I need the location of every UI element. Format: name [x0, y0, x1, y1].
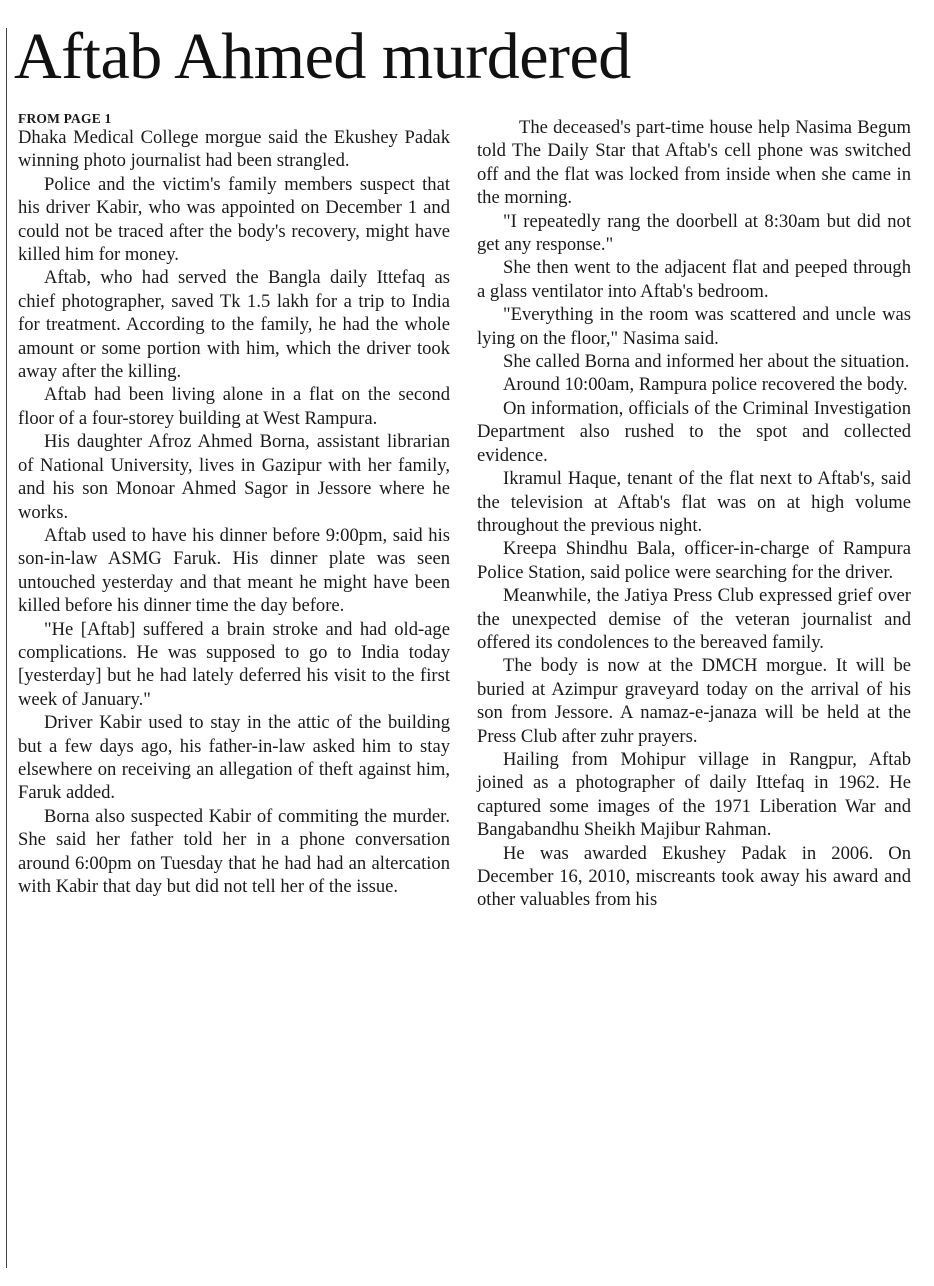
paragraph: Driver Kabir used to stay in the attic of the building but a few days ago, his father-in-law asked him to stay elsewhere on receiving an allegation of theft against him, Faruk added. — [18, 712, 450, 804]
left-column-rule — [6, 28, 7, 1268]
paragraph: On information, officials of the Criminal Investigation Department also rushed to the spot and collected evidence. — [477, 397, 911, 466]
paragraph: The deceased's part-time house help Nasima Begum told The Daily Star that Aftab's cell phone was switched off and the flat was locked from inside when she came in the morning. — [477, 117, 911, 209]
paragraph: "Everything in the room was scattered and uncle was lying on the floor," Nasima said. — [477, 304, 911, 349]
headline: Aftab Ahmed murdered — [14, 20, 631, 93]
paragraph: The body is now at the DMCH morgue. It will be buried at Azimpur graveyard today on the arrival of his son from Jessore. A namaz-e-janaza will be held at the Press Club after zuhr prayers. — [477, 655, 911, 747]
right-column — [477, 112, 911, 912]
paragraph: He was awarded Ekushey Padak in 2006. On December 16, 2010, miscreants took away his award and other valuables from his — [477, 842, 911, 911]
paragraph: His daughter Afroz Ahmed Borna, assistant librarian of National University, lives in Gazipur with her family, and his son Monoar Ahmed Sagor in Jessore where he works. — [18, 431, 450, 523]
from-page-kicker: FROM PAGE 1 — [18, 111, 112, 126]
paragraph: "He [Aftab] suffered a brain stroke and had old-age complications. He was supposed to go to India today [yesterday] but he had lately deferred his visit to the first week of January." — [18, 618, 450, 710]
paragraph: "I repeatedly rang the doorbell at 8:30am but did not get any response." — [477, 210, 911, 256]
paragraph: Ikramul Haque, tenant of the flat next to Aftab's, said the television at Aftab's flat was on at high volume throughout the previous night. — [477, 468, 911, 536]
paragraph: Aftab had been living alone in a flat on the second floor of a four-storey building at West Rampura. — [18, 384, 450, 429]
paragraph: Aftab used to have his dinner before 9:00pm, said his son-in-law ASMG Faruk. His dinner plate was seen untouched yesterday and that meant he might have been killed before his dinner time the day before. — [18, 524, 450, 617]
column-divider — [464, 112, 465, 1282]
paragraph: Dhaka Medical College morgue said the Ekushey Padak winning photo journalist had been strangled. — [18, 127, 450, 172]
paragraph: She called Borna and informed her about the situation. — [503, 351, 910, 373]
paragraph: Around 10:00am, Rampura police recovered the body. — [503, 374, 908, 396]
left-column — [18, 112, 450, 898]
paragraph: Kreepa Shindhu Bala, officer-in-charge of Rampura Police Station, said police were searching for the driver. — [477, 538, 911, 583]
paragraph: Police and the victim's family members suspect that his driver Kabir, who was appointed on December 1 and could not be traced after the body's recovery, might have killed him for money. — [18, 173, 450, 266]
paragraph: Borna also suspected Kabir of commiting the murder. She said her father told her in a phone conversation around 6:00pm on Tuesday that he had had an altercation with Kabir that day but did not tell her of the issue. — [18, 805, 450, 897]
paragraph: Aftab, who had served the Bangla daily Ittefaq as chief photographer, saved Tk 1.5 lakh for a trip to India for treatment. According to the family, he had the whole amount or some portion with him, which the driver took away after the killing. — [18, 267, 450, 383]
paragraph: Hailing from Mohipur village in Rangpur, Aftab joined as a photographer of daily Ittefaq in 1962. He captured some images of the 1971 Liberation War and Bangabandhu Sheikh Majibur Rahman. — [477, 748, 911, 841]
paragraph: Meanwhile, the Jatiya Press Club expressed grief over the unexpected demise of the veteran journalist and offered its condolences to the bereaved family. — [477, 585, 911, 653]
paragraph: She then went to the adjacent flat and peeped through a glass ventilator into Aftab's bedroom. — [477, 257, 911, 302]
